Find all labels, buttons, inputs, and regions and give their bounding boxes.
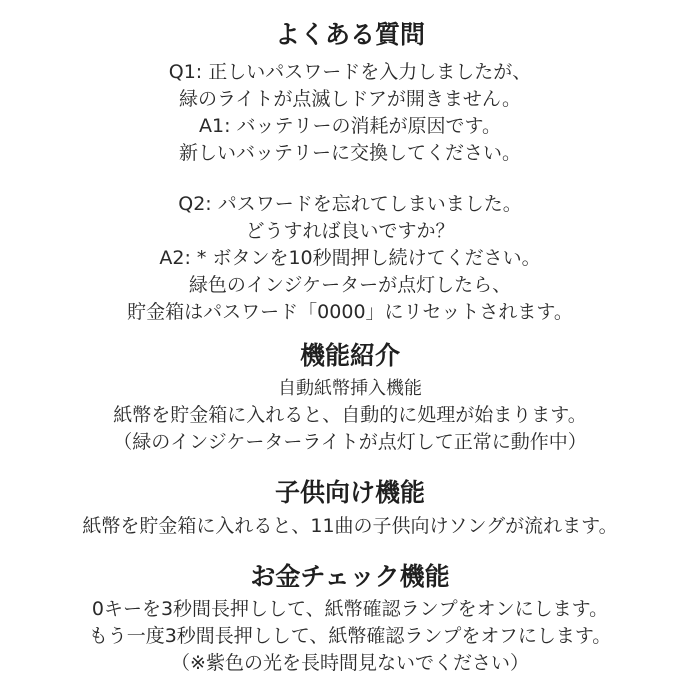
money-check-title: お金チェック機能 (250, 562, 450, 591)
features-title: 機能紹介 (299, 341, 400, 370)
money-check-line2: もう一度3秒間長押しして、紙幣確認ランプをオフにします。 (88, 625, 612, 647)
faq-a1-answer-line2: 新しいバッテリーに交換してください。 (178, 142, 521, 164)
kids-title: 子供向け機能 (274, 478, 425, 507)
faq-q2-question-line2: どうすれば良いですか？ (245, 220, 455, 242)
faq-a2-answer-line1: A2: * ボタンを10秒間押し続けてください。 (159, 247, 541, 269)
faq-title: よくある質問 (274, 20, 425, 49)
faq-a1-answer-line1: A1: バッテリーの消耗が原因です。 (198, 115, 501, 137)
faq-q1-question-line2: 緑のライトが点滅しドアが開きません。 (178, 88, 521, 110)
features-line1: 自動紙幣挿入機能 (278, 378, 422, 399)
kids-line1: 紙幣を貯金箱に入れると、11曲の子供向けソングが流れます。 (82, 515, 618, 537)
features-line2: 紙幣を貯金箱に入れると、自動的に処理が始まります。 (113, 404, 587, 426)
money-check-line1: 0キーを3秒間長押しして、紙幣確認ランプをオンにします。 (91, 598, 609, 620)
money-check-line3: （※紫色の光を長時間見ないでください） (171, 652, 529, 674)
faq-a2-answer-line3: 貯金箱はパスワード「0000」にリセットされます。 (127, 301, 573, 323)
faq-a2-answer-line2: 緑色のインジケーターが点灯したら、 (188, 274, 512, 296)
faq-q1-question-line1: Q1: 正しいパスワードを入力しましたが、 (168, 61, 532, 83)
faq-q2-question-line1: Q2: パスワードを忘れてしまいました。 (178, 193, 522, 215)
features-line3: （緑のインジケーターライトが点灯して正常に動作中） (113, 431, 587, 453)
